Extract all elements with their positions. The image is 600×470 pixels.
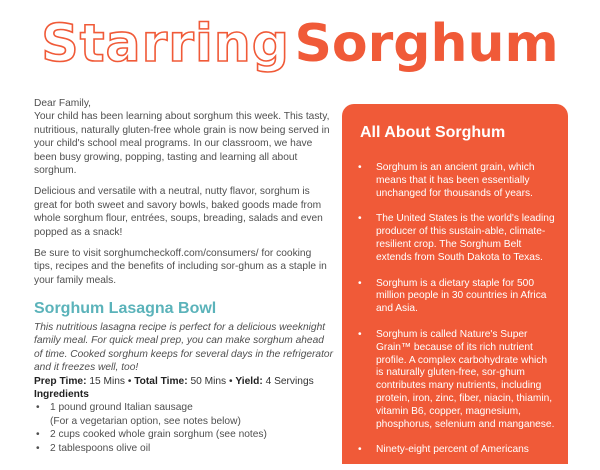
ingredient-item xyxy=(34,442,334,455)
recipe-title: Sorghum Lasagna Bowl xyxy=(34,300,217,317)
letter-greeting: Dear Family, xyxy=(34,98,91,109)
fact-item: • Sorghum is called Nature's Super Grain™ because of its rich nutrient profile. A complex carbohydrate which is naturally gluten-free, sor-ghum contributes many nutrients, including protein, iron, zinc, fiber, niacin, thiamin, vitamin B6, copper, magnesium, phosphorus, selenium and manganese. xyxy=(356,329,556,431)
meta-separator: • xyxy=(226,375,236,387)
family-letter xyxy=(34,97,330,295)
ingredient-note: (For a vegetarian option, see notes below) xyxy=(50,415,241,427)
facts-panel xyxy=(342,104,568,464)
recipe-intro: This nutritious lasagna recipe is perfect for a delicious weeknight family meal. For quick meal prep, you can make sorghum ahead of time. Cooked sorghum keeps for several days in the refrigerator and it freezes well, too! xyxy=(34,322,333,374)
letter-paragraph-1: Your child has been learning about sorghum this week. This tasty, nutritious, naturally gluten-free whole grain is now being served in your child's school meal programs. In our classroom, we have been busy growing, popping, tasting and learning all about sorghum. xyxy=(34,111,330,177)
ingredients-heading: Ingredients xyxy=(34,389,89,401)
facts-list xyxy=(356,162,556,470)
ingredient-text: 1 pound ground Italian sausage xyxy=(50,402,193,414)
letter-greeting-block xyxy=(34,97,330,177)
ingredient-item xyxy=(34,401,334,414)
fact-item: • Sorghum is an ancient grain, which means that it has been essentially unchanged for thousands of years. xyxy=(356,162,556,200)
fact-item: • Ninety-eight percent of Americans xyxy=(356,444,556,457)
page-title xyxy=(0,14,600,74)
yield-label: Yield: xyxy=(235,375,263,387)
prep-time-label: Prep Time: xyxy=(34,375,87,387)
prep-time-value: 15 Mins xyxy=(89,375,125,387)
recipe-section xyxy=(34,300,334,455)
ingredient-item xyxy=(34,428,334,441)
title-solid-word: Sorghum xyxy=(294,14,559,74)
ingredient-text: 2 cups cooked whole grain sorghum (see notes) xyxy=(50,429,267,441)
total-time-label: Total Time: xyxy=(134,375,188,387)
ingredients-list xyxy=(34,401,334,455)
fact-item: • The United States is the world's leading producer of this sustain-able, climate-resilient crop. The Sorghum Belt extends from South Dakota to Texas. xyxy=(356,213,556,264)
total-time-value: 50 Mins xyxy=(190,375,227,387)
ingredient-text: 2 tablespoons olive oil xyxy=(50,442,151,454)
letter-paragraph-3: Be sure to visit sorghumcheckoff.com/consumers/ for cooking tips, recipes and the benefits of including sor-ghum as a staple in your family meals. xyxy=(34,248,327,286)
meta-separator: • xyxy=(124,375,135,387)
fact-item: • Sorghum is a dietary staple for 500 million people in 30 countries in Africa and Asia. xyxy=(356,278,556,316)
yield-value: 4 Servings xyxy=(265,375,314,387)
facts-panel-title: All About Sorghum xyxy=(360,124,506,141)
recipe-meta xyxy=(34,375,334,388)
title-outline-word: Starring xyxy=(41,14,291,74)
letter-paragraph-2: Delicious and versatile with a neutral, nutty flavor, sorghum is great for both sweet and savory bowls, baked goods made from whole sorghum flour, entrées, soups, breading, salads and even popped as a snack! xyxy=(34,186,323,238)
